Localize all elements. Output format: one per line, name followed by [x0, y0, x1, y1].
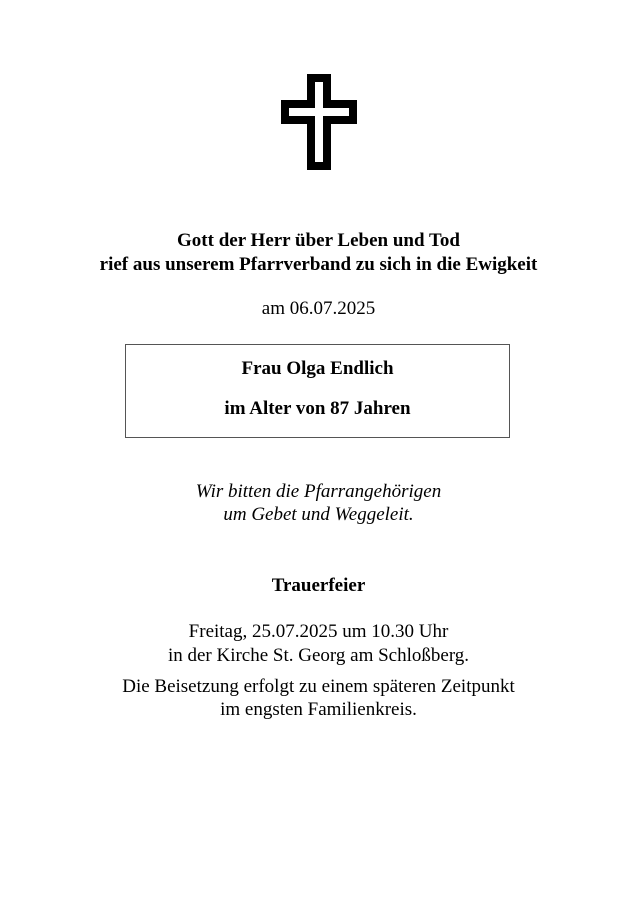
date-of-death: am 06.07.2025	[261, 298, 376, 319]
deceased-box	[125, 344, 510, 438]
deceased-age: im Alter von 87 Jahren	[224, 398, 411, 419]
header-line-2: rief aus unserem Pfarrverband zu sich in die Ewigkeit	[99, 254, 538, 275]
ceremony-location: in der Kirche St. Georg am Schloßberg.	[167, 645, 470, 666]
header-line-1: Gott der Herr über Leben und Tod	[177, 230, 460, 251]
request-line-2: um Gebet und Weggeleit.	[223, 504, 414, 525]
ceremony-title: Trauerfeier	[271, 575, 366, 596]
burial-line-1: Die Beisetzung erfolgt zu einem späteren Zeitpunkt	[122, 676, 515, 697]
cross-icon	[279, 72, 359, 172]
deceased-name: Frau Olga Endlich	[241, 358, 394, 379]
burial-line-2: im engsten Familienkreis.	[220, 699, 417, 720]
ceremony-date-time: Freitag, 25.07.2025 um 10.30 Uhr	[188, 621, 449, 642]
request-line-1: Wir bitten die Pfarrangehörigen	[195, 481, 442, 502]
